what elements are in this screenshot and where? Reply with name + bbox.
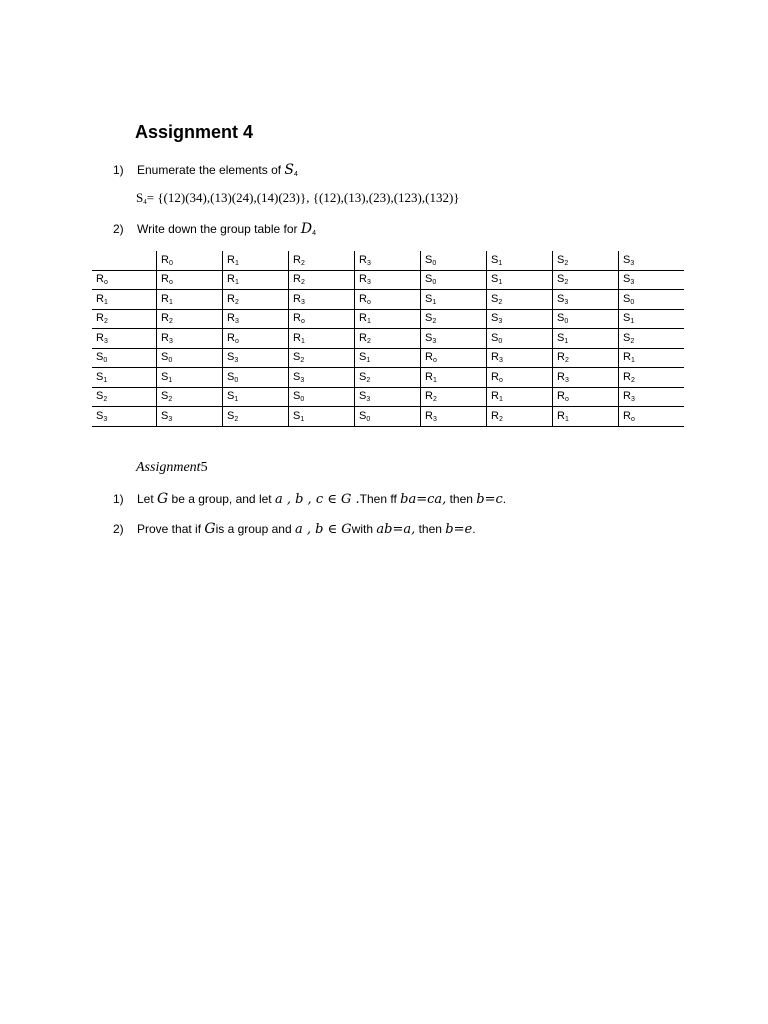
element-subscript: 2 <box>498 415 503 423</box>
table-cell <box>157 407 223 427</box>
element-letter: R <box>359 331 367 344</box>
element-letter: R <box>491 390 499 403</box>
table-cell <box>487 407 553 427</box>
element-subscript: 2 <box>234 298 239 306</box>
table-cell <box>421 270 487 290</box>
table-row <box>92 329 684 349</box>
table-cell <box>157 270 223 290</box>
element-letter: S <box>227 370 235 383</box>
table-cell <box>157 387 223 407</box>
element-subscript: 2 <box>366 376 371 384</box>
element-letter: S <box>293 409 301 422</box>
table-header-row <box>92 251 684 270</box>
element-letter: S <box>623 273 631 286</box>
element-subscript: 1 <box>234 396 239 404</box>
element-subscript: 2 <box>168 396 173 404</box>
assignment-5-title-number: 5 <box>200 460 208 475</box>
table-header-cell <box>223 251 289 270</box>
table-cell <box>487 387 553 407</box>
table-header-cell <box>355 251 421 270</box>
question-number: 1) <box>113 163 124 177</box>
table-cell <box>355 329 421 349</box>
element-letter: R <box>227 312 235 325</box>
table-cell <box>223 387 289 407</box>
element-subscript: 1 <box>234 259 239 267</box>
table-cell <box>157 309 223 329</box>
element-letter: S <box>425 312 433 325</box>
element-subscript: 3 <box>630 396 635 404</box>
table-cell <box>289 387 355 407</box>
element-letter: S <box>96 351 104 364</box>
element-subscript: 1 <box>630 318 635 326</box>
table-cell <box>553 387 619 407</box>
element-letter: S <box>161 390 169 403</box>
table-header-cell <box>619 251 685 270</box>
element-letter: R <box>425 370 433 383</box>
table-row <box>92 387 684 407</box>
element-subscript: 3 <box>630 279 635 287</box>
table-cell <box>619 387 685 407</box>
element-letter: R <box>623 370 631 383</box>
table-cell <box>553 348 619 368</box>
table-corner-cell <box>92 251 157 270</box>
math-part: G <box>157 491 169 507</box>
element-letter: S <box>359 390 367 403</box>
element-subscript: 0 <box>432 259 437 267</box>
table-cell <box>223 368 289 388</box>
question-text: Enumerate the elements of <box>137 163 285 177</box>
element-subscript: 3 <box>103 415 108 423</box>
table-cell <box>421 309 487 329</box>
element-letter: S <box>623 331 631 344</box>
question-number: 1) <box>113 492 124 506</box>
element-subscript: 0 <box>630 298 635 306</box>
table-cell <box>289 309 355 329</box>
element-subscript: o <box>432 357 437 365</box>
element-letter: S <box>161 351 169 364</box>
element-letter: R <box>96 331 104 344</box>
set-text: = {(12)(34),(13)(24),(14)(23)}, {(12),(13),(23),(123),(132)} <box>146 190 460 205</box>
element-letter: R <box>491 409 499 422</box>
table-cell <box>157 290 223 310</box>
math-part: ba=ca, <box>400 492 447 507</box>
table-cell <box>553 270 619 290</box>
element-subscript: 3 <box>498 357 503 365</box>
table-cell <box>355 309 421 329</box>
text-part: . <box>502 492 507 506</box>
element-subscript: 3 <box>168 337 173 345</box>
question-number: 2) <box>113 222 124 236</box>
element-letter: S <box>161 409 169 422</box>
element-letter: S <box>425 273 433 286</box>
element-subscript: 2 <box>432 318 437 326</box>
element-subscript: o <box>103 279 108 287</box>
table-header-cell <box>157 251 223 270</box>
question-text: Write down the group table for <box>137 222 301 236</box>
element-letter: S <box>623 292 631 305</box>
table-row-label <box>92 387 157 407</box>
element-letter: S <box>491 312 499 325</box>
element-subscript: 3 <box>432 415 437 423</box>
text-part: Prove that if <box>137 522 205 536</box>
element-letter: R <box>425 351 433 364</box>
table-cell <box>421 387 487 407</box>
element-subscript: 2 <box>432 396 437 404</box>
element-letter: R <box>293 312 301 325</box>
element-subscript: 2 <box>564 279 569 287</box>
element-subscript: 3 <box>300 376 305 384</box>
table-cell <box>619 290 685 310</box>
element-subscript: 1 <box>564 415 569 423</box>
math-part: b=e <box>445 522 473 537</box>
text-part: Let <box>137 492 158 506</box>
element-subscript: 2 <box>234 415 239 423</box>
element-letter: S <box>491 331 499 344</box>
assignment-5-question-2 <box>113 521 476 537</box>
table-cell <box>289 329 355 349</box>
table-cell <box>223 309 289 329</box>
table-row <box>92 309 684 329</box>
table-cell <box>223 348 289 368</box>
table-cell <box>487 290 553 310</box>
element-subscript: 0 <box>168 259 173 267</box>
table-cell <box>355 407 421 427</box>
table-cell <box>553 407 619 427</box>
table-cell <box>421 407 487 427</box>
table-cell <box>619 407 685 427</box>
element-subscript: 2 <box>300 259 305 267</box>
element-subscript: 0 <box>432 279 437 287</box>
element-letter: R <box>623 351 631 364</box>
element-letter: R <box>425 390 433 403</box>
table-row-label <box>92 270 157 290</box>
element-letter: S <box>293 351 301 364</box>
table-cell <box>487 270 553 290</box>
table-cell <box>619 309 685 329</box>
element-subscript: 2 <box>630 337 635 345</box>
assignment-5-title <box>136 460 208 476</box>
table-cell <box>553 309 619 329</box>
element-letter: R <box>623 409 631 422</box>
element-subscript: 3 <box>300 298 305 306</box>
table-cell <box>553 290 619 310</box>
element-letter: R <box>227 292 235 305</box>
element-letter: R <box>96 292 104 305</box>
element-letter: R <box>557 370 565 383</box>
element-subscript: 1 <box>168 298 173 306</box>
element-letter: S <box>293 390 301 403</box>
element-letter: R <box>293 292 301 305</box>
set-prefix: S <box>136 190 144 205</box>
math-subscript: 4 <box>294 171 298 178</box>
element-letter: S <box>96 390 104 403</box>
element-letter: R <box>227 273 235 286</box>
table-row <box>92 290 684 310</box>
question-2 <box>113 221 316 237</box>
element-subscript: 0 <box>366 415 371 423</box>
element-letter: R <box>557 409 565 422</box>
element-subscript: 2 <box>300 357 305 365</box>
table-cell <box>421 348 487 368</box>
element-subscript: 2 <box>366 337 371 345</box>
element-subscript: o <box>300 318 305 326</box>
element-subscript: 1 <box>103 376 108 384</box>
element-letter: R <box>227 331 235 344</box>
element-subscript: 0 <box>168 357 173 365</box>
element-letter: R <box>293 253 301 266</box>
text-part: is a group and <box>215 522 295 536</box>
element-letter: R <box>491 351 499 364</box>
element-subscript: 0 <box>234 376 239 384</box>
table-cell <box>619 270 685 290</box>
table-row-label <box>92 309 157 329</box>
text-part: be a group, and let <box>168 492 275 506</box>
table-cell <box>289 368 355 388</box>
table-row <box>92 407 684 427</box>
math-part: a , b , c ∈ G . <box>274 492 360 507</box>
element-letter: S <box>96 370 104 383</box>
table-row <box>92 270 684 290</box>
table-row-label <box>92 407 157 427</box>
element-letter: R <box>227 253 235 266</box>
math-part: b=c <box>476 492 503 507</box>
element-letter: S <box>491 273 499 286</box>
assignment-5-title-word: Assignment <box>136 460 201 475</box>
table-cell <box>619 329 685 349</box>
element-letter: S <box>557 273 565 286</box>
element-letter: R <box>359 273 367 286</box>
element-letter: R <box>96 312 104 325</box>
element-letter: R <box>359 312 367 325</box>
element-letter: R <box>161 253 169 266</box>
table-cell <box>553 329 619 349</box>
table-cell <box>421 329 487 349</box>
element-subscript: 1 <box>432 376 437 384</box>
element-subscript: 1 <box>234 279 239 287</box>
element-subscript: o <box>234 337 239 345</box>
element-letter: S <box>557 292 565 305</box>
text-part: with <box>351 522 377 536</box>
element-subscript: 3 <box>432 337 437 345</box>
element-letter: R <box>293 331 301 344</box>
element-subscript: o <box>366 298 371 306</box>
math-part: G <box>204 521 216 537</box>
question-number: 2) <box>113 522 124 536</box>
element-subscript: 0 <box>498 337 503 345</box>
element-subscript: o <box>630 415 635 423</box>
math-part: a , b ∈ G <box>294 522 352 537</box>
element-letter: S <box>293 370 301 383</box>
element-letter: R <box>96 273 104 286</box>
d4-group-table <box>92 251 684 427</box>
element-subscript: 1 <box>366 357 371 365</box>
element-subscript: 2 <box>103 318 108 326</box>
table-cell <box>157 368 223 388</box>
element-subscript: 3 <box>564 298 569 306</box>
element-letter: S <box>96 409 104 422</box>
table-header-cell <box>421 251 487 270</box>
element-subscript: 1 <box>432 298 437 306</box>
element-subscript: 0 <box>103 357 108 365</box>
element-subscript: 1 <box>168 376 173 384</box>
element-letter: S <box>227 351 235 364</box>
table-cell <box>289 290 355 310</box>
element-subscript: 1 <box>103 298 108 306</box>
element-letter: R <box>359 292 367 305</box>
table-cell <box>289 407 355 427</box>
element-letter: S <box>623 253 631 266</box>
element-letter: R <box>425 409 433 422</box>
element-subscript: 3 <box>366 396 371 404</box>
element-subscript: 3 <box>103 337 108 345</box>
table-cell <box>289 270 355 290</box>
element-letter: S <box>227 390 235 403</box>
element-subscript: 2 <box>498 298 503 306</box>
element-letter: S <box>359 370 367 383</box>
question-1 <box>113 162 298 178</box>
element-subscript: 2 <box>300 279 305 287</box>
table-cell <box>421 368 487 388</box>
text-part: then <box>415 522 446 536</box>
element-letter: R <box>161 312 169 325</box>
element-letter: S <box>425 253 433 266</box>
element-letter: S <box>425 331 433 344</box>
element-letter: S <box>161 370 169 383</box>
element-subscript: 3 <box>234 318 239 326</box>
element-subscript: o <box>564 396 569 404</box>
element-subscript: 3 <box>564 376 569 384</box>
text-part: . <box>472 522 476 536</box>
element-subscript: 1 <box>498 396 503 404</box>
table-cell <box>157 348 223 368</box>
element-subscript: 1 <box>300 337 305 345</box>
element-letter: S <box>557 331 565 344</box>
table-row-label <box>92 329 157 349</box>
element-letter: R <box>161 292 169 305</box>
element-subscript: 3 <box>630 259 635 267</box>
table-cell <box>223 290 289 310</box>
element-letter: S <box>557 312 565 325</box>
table-cell <box>487 309 553 329</box>
element-letter: S <box>227 409 235 422</box>
table-row-label <box>92 290 157 310</box>
table-cell <box>421 290 487 310</box>
table-header-cell <box>289 251 355 270</box>
table-cell <box>619 348 685 368</box>
element-letter: R <box>557 351 565 364</box>
element-letter: R <box>359 253 367 266</box>
element-letter: R <box>491 370 499 383</box>
element-letter: S <box>623 312 631 325</box>
table-cell <box>487 348 553 368</box>
table-header-cell <box>487 251 553 270</box>
element-letter: S <box>425 292 433 305</box>
element-letter: R <box>161 273 169 286</box>
table-row-label <box>92 348 157 368</box>
table-cell <box>355 270 421 290</box>
math-part: ab=a, <box>376 522 416 537</box>
element-letter: R <box>161 331 169 344</box>
element-letter: S <box>491 292 499 305</box>
table-cell <box>355 387 421 407</box>
element-subscript: 1 <box>498 259 503 267</box>
table-cell <box>289 348 355 368</box>
element-subscript: 0 <box>564 318 569 326</box>
set-prefix-subscript: 4 <box>143 198 147 206</box>
table-cell <box>223 329 289 349</box>
element-subscript: 1 <box>366 318 371 326</box>
table-cell <box>223 407 289 427</box>
table-cell <box>223 270 289 290</box>
element-letter: S <box>359 409 367 422</box>
element-letter: R <box>557 390 565 403</box>
s4-elements-answer <box>136 190 460 206</box>
table-row-label <box>92 368 157 388</box>
element-subscript: 3 <box>168 415 173 423</box>
assignment-5-question-1 <box>113 491 506 507</box>
element-subscript: 1 <box>630 357 635 365</box>
element-subscript: 3 <box>366 279 371 287</box>
table-cell <box>553 368 619 388</box>
element-subscript: o <box>498 376 503 384</box>
text-part: then <box>446 492 477 506</box>
table-row <box>92 368 684 388</box>
element-letter: S <box>491 253 499 266</box>
element-subscript: 1 <box>498 279 503 287</box>
table-cell <box>157 329 223 349</box>
table-cell <box>355 348 421 368</box>
table-row <box>92 348 684 368</box>
table-header-cell <box>553 251 619 270</box>
element-letter: R <box>623 390 631 403</box>
element-letter: S <box>359 351 367 364</box>
element-subscript: 2 <box>630 376 635 384</box>
assignment-4-title: Assignment 4 <box>135 122 254 142</box>
table-cell <box>355 290 421 310</box>
element-subscript: 2 <box>103 396 108 404</box>
element-letter: S <box>557 253 565 266</box>
element-subscript: o <box>168 279 173 287</box>
element-subscript: 2 <box>168 318 173 326</box>
table-cell <box>487 329 553 349</box>
math-symbol: S <box>284 162 295 178</box>
element-subscript: 3 <box>498 318 503 326</box>
element-subscript: 0 <box>300 396 305 404</box>
element-subscript: 1 <box>300 415 305 423</box>
math-symbol: D <box>300 221 313 237</box>
element-subscript: 2 <box>564 259 569 267</box>
table-cell <box>487 368 553 388</box>
text-part: Then ff <box>359 492 401 506</box>
element-subscript: 2 <box>564 357 569 365</box>
element-letter: R <box>293 273 301 286</box>
element-subscript: 1 <box>564 337 569 345</box>
table-cell <box>355 368 421 388</box>
math-subscript: 4 <box>312 230 317 237</box>
element-subscript: 3 <box>366 259 371 267</box>
table-cell <box>619 368 685 388</box>
element-subscript: 3 <box>234 357 239 365</box>
